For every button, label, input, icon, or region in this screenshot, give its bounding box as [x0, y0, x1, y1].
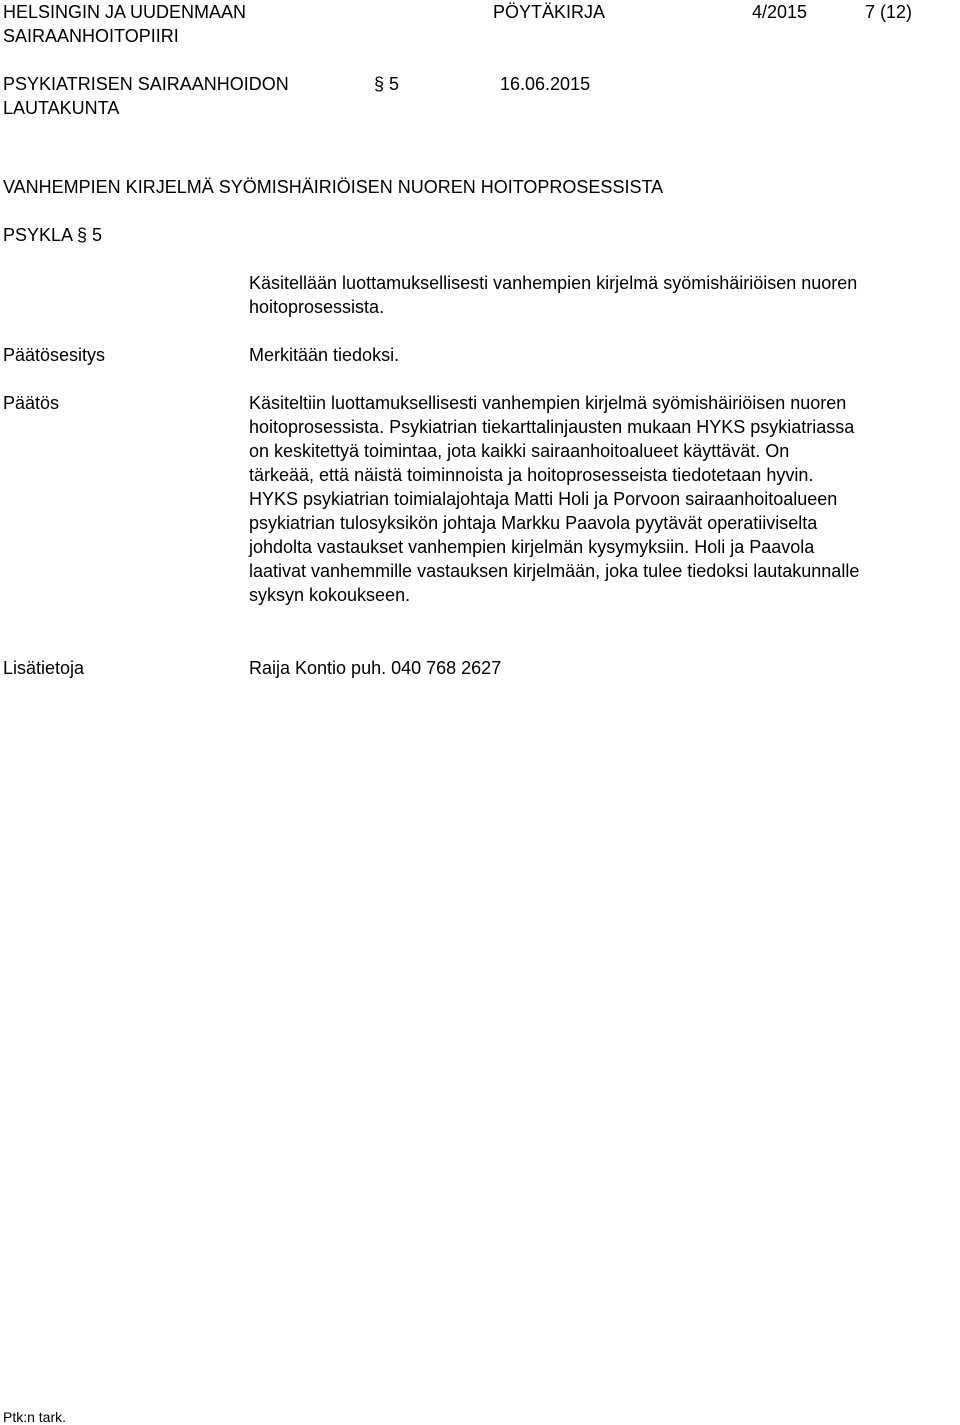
- item-ref: PSYKLA § 5: [3, 225, 103, 245]
- org-name-line2: SAIRAANHOITOPIIRI: [3, 26, 179, 46]
- org-name-line1: HELSINGIN JA UUDENMAAN: [3, 2, 247, 22]
- decision-line: tärkeää, että näistä toiminnoista ja hoitoprosesseista tiedotetaan hyvin.: [249, 465, 814, 485]
- decision-label: Päätös: [3, 393, 60, 413]
- decision-text: [249, 391, 959, 607]
- doc-number: 4/2015: [752, 2, 808, 22]
- proposal-label: Päätösesitys: [3, 345, 106, 365]
- proposal-text: Merkitään tiedoksi.: [249, 345, 400, 365]
- decision-line: hoitoprosessista. Psykiatrian tiekarttalinjausten mukaan HYKS psykiatriassa: [249, 417, 855, 437]
- board-name-line2: LAUTAKUNTA: [3, 98, 120, 118]
- intro-line: Käsitellään luottamuksellisesti vanhempien kirjelmä syömishäiriöisen nuoren: [249, 273, 858, 293]
- intro-line: hoitoprosessista.: [249, 297, 385, 317]
- decision-line: on keskitettyä toimintaa, jota kaikki sairaanhoitoalueet käyttävät. On: [249, 441, 790, 461]
- item-title: VANHEMPIEN KIRJELMÄ SYÖMISHÄIRIÖISEN NUOREN HOITOPROSESSISTA: [3, 177, 664, 197]
- board-name-line1: PSYKIATRISEN SAIRAANHOIDON: [3, 74, 289, 94]
- meeting-date: 16.06.2015: [500, 74, 591, 94]
- info-label: Lisätietoja: [3, 658, 85, 678]
- intro-text: [249, 271, 959, 319]
- decision-line: Käsiteltiin luottamuksellisesti vanhempien kirjelmä syömishäiriöisen nuoren: [249, 393, 847, 413]
- decision-line: HYKS psykiatrian toimialajohtaja Matti Holi ja Porvoon sairaanhoitoalueen: [249, 489, 838, 509]
- page-number: 7 (12): [865, 2, 913, 22]
- decision-line: laativat vanhemmille vastauksen kirjelmään, joka tulee tiedoksi lautakunnalle: [249, 561, 860, 581]
- doc-type: PÖYTÄKIRJA: [493, 2, 606, 22]
- footer-note: Ptk:n tark.: [3, 1409, 67, 1425]
- decision-line: syksyn kokoukseen.: [249, 585, 411, 605]
- info-contact: Raija Kontio puh. 040 768 2627: [249, 658, 502, 678]
- decision-line: psykiatrian tulosyksikön johtaja Markku Paavola pyytävät operatiiviselta: [249, 513, 818, 533]
- section-number: § 5: [374, 74, 400, 94]
- decision-line: johdolta vastaukset vanhempien kirjelmän kysymyksiin. Holi ja Paavola: [249, 537, 815, 557]
